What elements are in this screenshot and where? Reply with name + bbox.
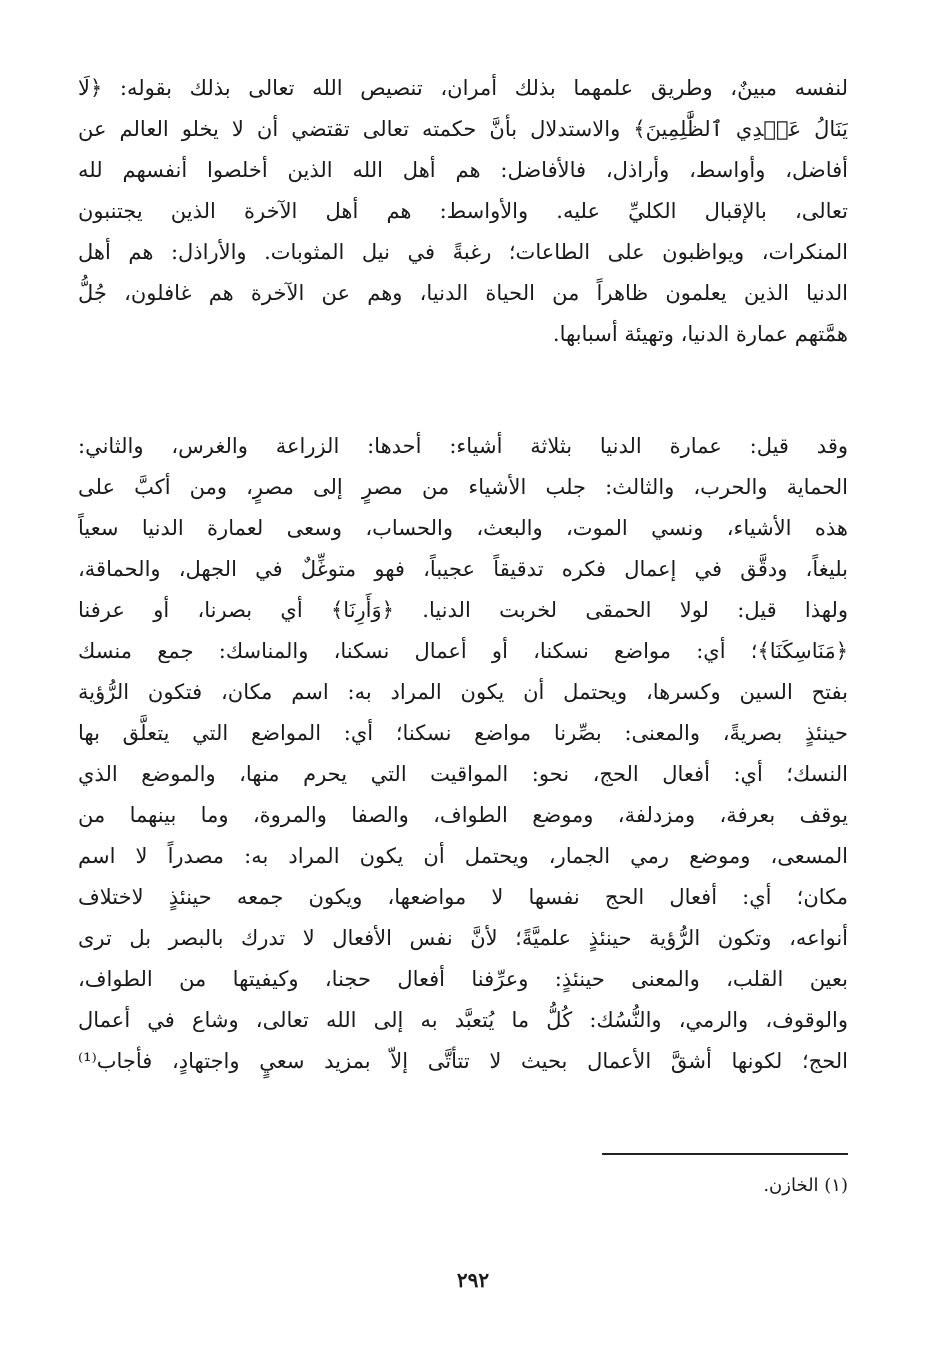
text-line: وقد قيل: عمارة الدنيا بثلاثة أشياء: أحدها: الزراعة والغرس، والثاني: — [78, 434, 848, 458]
text-line: حينئذٍ بصريةً، والمعنى: بصِّرنا مواضع نسكنا؛ أي: المواضع التي يتعلَّق بها — [78, 721, 848, 745]
text-line: أفاضل، وأواسط، وأراذل، فالأفاضل: هم أهل الله الذين أخلصوا أنفسهم لله — [78, 158, 848, 182]
footnote: (١) الخازن. — [763, 1175, 848, 1196]
text-line: تعالى، بالإقبال الكليِّ عليه. والأواسط: هم أهل الآخرة الذين يجتنبون — [78, 199, 848, 223]
text-line: والوقوف، والرمي، والنُّسُك: كُلُّ ما يُتعبَّد به إلى الله تعالى، وشاع في أعمال — [78, 1008, 848, 1032]
text-line: الدنيا الذين يعلمون ظاهراً من الحياة الدنيا، وهم عن الآخرة هم غافلون، جُلُّ — [78, 281, 848, 305]
text-line: يوقف بعرفة، ومزدلفة، وموضع الطواف، والصفا والمروة، وما بينهما من — [78, 803, 848, 827]
text-line: الحج؛ لكونها أشقَّ الأعمال بحيث لا تتأتَّى إلاّ بمزيد سعيٍ واجتهادٍ، فأجاب⁽¹⁾ — [78, 1049, 848, 1073]
text-line: ﴿مَنَاسِكَنَا﴾؛ أي: مواضع نسكنا، أو أعمال نسكنا، والمناسك: جمع منسك — [78, 639, 848, 663]
text-line: هذه الأشياء، ونسي الموت، والبعث، والحساب، وسعى لعمارة الدنيا سعياً — [78, 516, 848, 540]
text-line: يَنَالُ عَهۡدِي ٱلظَّٰلِمِينَ﴾ والاستدلال بأنَّ حكمته تعالى تقتضي أن لا يخلو العالم عن — [78, 117, 848, 141]
text-line: المنكرات، ويواظبون على الطاعات؛ رغبةً في نيل المثوبات. والأراذل: هم أهل — [78, 240, 848, 264]
page-number: ٢٩٢ — [456, 1268, 490, 1292]
text-line: ولهذا قيل: لولا الحمقى لخربت الدنيا. ﴿وَأَرِنَا﴾ أي بصرنا، أو عرفنا — [78, 598, 848, 622]
text-line: مكان؛ أي: أفعال الحج نفسها لا مواضعها، ويكون جمعه حينئذٍ لاختلاف — [78, 885, 848, 909]
text-line: بليغاً، ودقَّق في إعمال فكره تدقيقاً عجيباً، فهو متوغِّلٌ في الجهل، والحماقة، — [78, 557, 848, 581]
paragraph-1 — [78, 68, 848, 355]
text-line: بعين القلب، والمعنى حينئذٍ: وعرِّفنا أفعال حجنا، وكيفيتها من الطواف، — [78, 967, 848, 991]
text-line: بفتح السين وكسرها، ويحتمل أن يكون المراد به: اسم مكان، فتكون الرُّؤية — [78, 680, 848, 704]
text-line: الحماية والحرب، والثالث: جلب الأشياء من مصرٍ إلى مصرٍ، ومن أكبَّ على — [78, 475, 848, 499]
text-line: لنفسه مبينٌ، وطريق علمهما بذلك أمران، تنصيص الله تعالى بذلك بقوله: ﴿لَا — [78, 76, 848, 100]
text-line: أنواعه، وتكون الرُّؤية حينئذٍ علميَّةً؛ لأنَّ نفس الأفعال لا تدرك بالبصر بل ترى — [78, 926, 848, 950]
footnote-divider — [602, 1153, 848, 1155]
paragraph-2 — [78, 426, 848, 1082]
text-line: النسك؛ أي: أفعال الحج، نحو: المواقيت التي يحرم منها، والموضع الذي — [78, 762, 848, 786]
text-line: همَّتهم عمارة الدنيا، وتهيئة أسبابها. — [552, 322, 848, 346]
text-line: المسعى، وموضع رمي الجمار، ويحتمل أن يكون المراد به: مصدراً لا اسم — [78, 844, 848, 868]
